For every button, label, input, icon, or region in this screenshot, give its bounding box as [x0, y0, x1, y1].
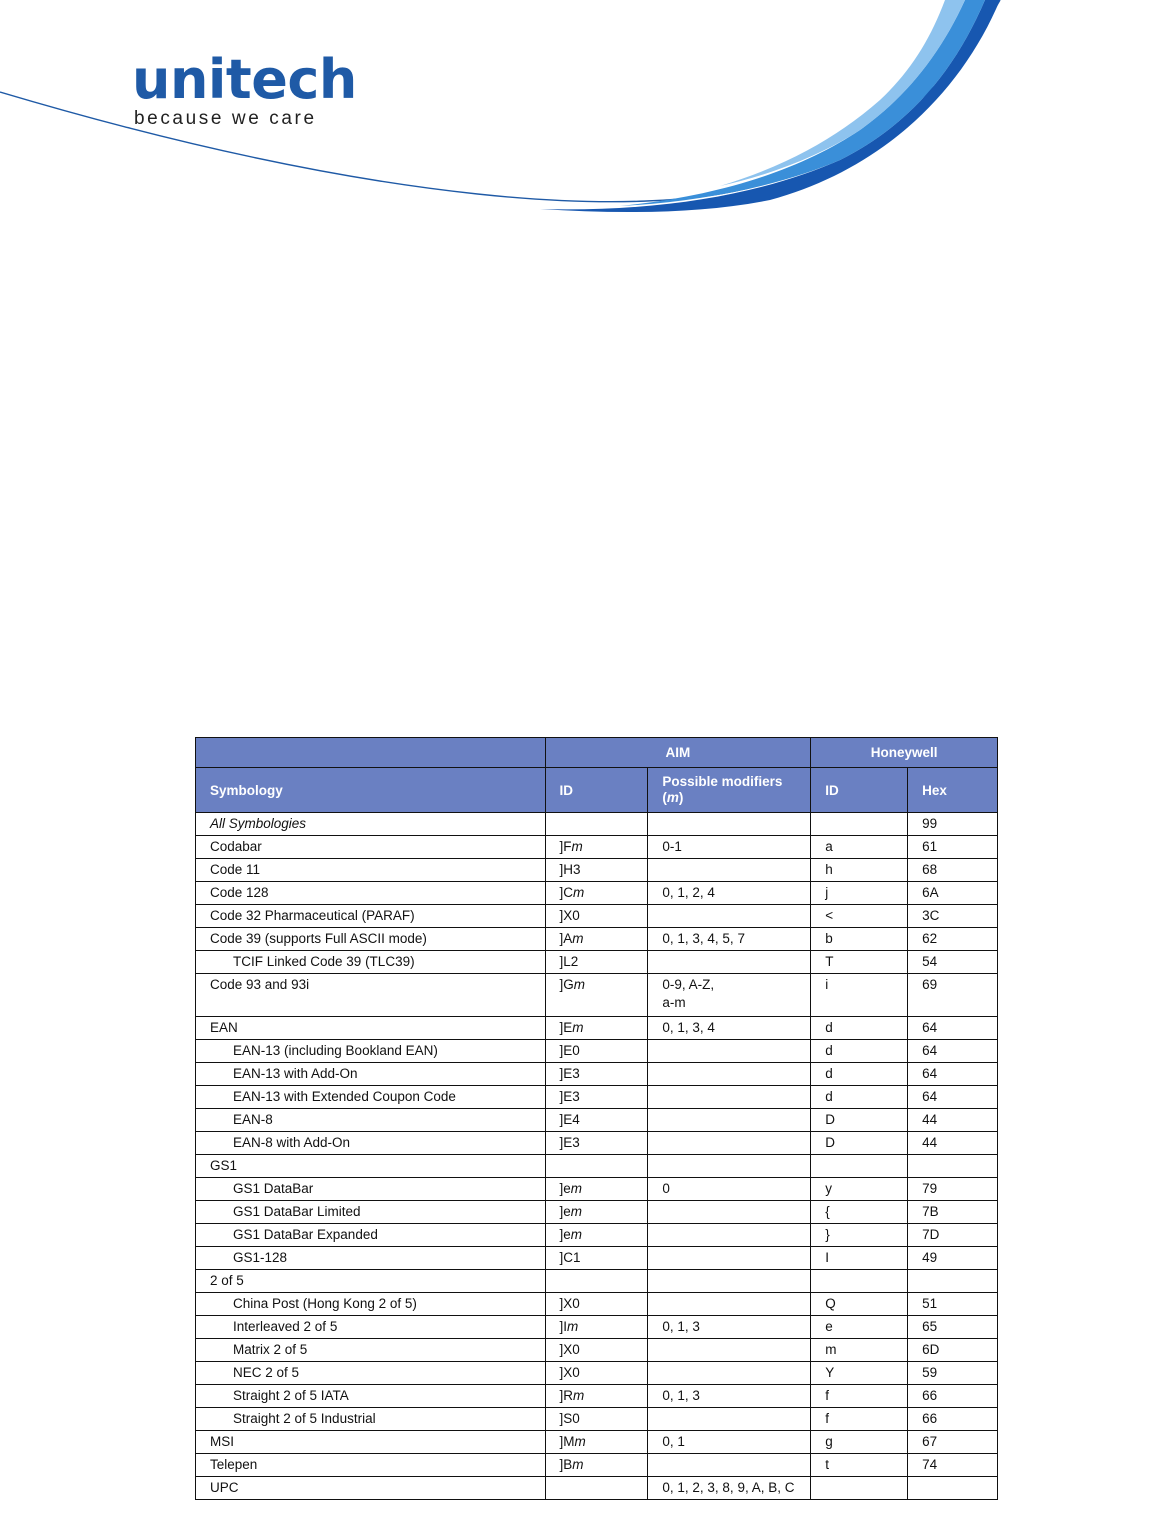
cell-aim-id — [545, 1063, 648, 1086]
cell-symbology: Code 11 — [196, 859, 546, 882]
cell-aim-id — [545, 1247, 648, 1270]
cell-hw-id: d — [811, 1086, 908, 1109]
aim-id-prefix: ]M — [559, 1434, 575, 1449]
modifiers-text: 0, 1, 3 — [662, 1388, 700, 1403]
cell-hex: 51 — [908, 1293, 998, 1316]
table-row — [196, 1063, 998, 1086]
table-row — [196, 1385, 998, 1408]
aim-id-prefix: ]X0 — [559, 908, 580, 923]
cell-hex: 79 — [908, 1178, 998, 1201]
cell-modifiers — [648, 1178, 811, 1201]
cell-symbology: Matrix 2 of 5 — [196, 1339, 546, 1362]
cell-symbology: EAN — [196, 1017, 546, 1040]
cell-hex: 65 — [908, 1316, 998, 1339]
aim-id-prefix: ]E4 — [559, 1112, 580, 1127]
table-row — [196, 1040, 998, 1063]
table-row — [196, 1339, 998, 1362]
table-row — [196, 813, 998, 836]
table-row — [196, 1086, 998, 1109]
cell-hex: 64 — [908, 1063, 998, 1086]
cell-aim-id — [545, 836, 648, 859]
cell-modifiers — [648, 1339, 811, 1362]
cell-hex: 68 — [908, 859, 998, 882]
cell-symbology: Code 32 Pharmaceutical (PARAF) — [196, 905, 546, 928]
cell-aim-id — [545, 859, 648, 882]
cell-hw-id: e — [811, 1316, 908, 1339]
cell-hex — [908, 1477, 998, 1500]
cell-hex: 74 — [908, 1454, 998, 1477]
cell-aim-id — [545, 1385, 648, 1408]
cell-modifiers — [648, 836, 811, 859]
cell-hw-id: g — [811, 1431, 908, 1454]
aim-id-modifier: m — [573, 977, 586, 992]
cell-modifiers — [648, 1155, 811, 1178]
cell-modifiers — [648, 974, 811, 1017]
cell-aim-id — [545, 951, 648, 974]
modifiers-text: 0 — [662, 1181, 670, 1196]
cell-modifiers — [648, 1454, 811, 1477]
cell-modifiers — [648, 1132, 811, 1155]
cell-hex: 69 — [908, 974, 998, 1017]
cell-aim-id — [545, 905, 648, 928]
table-row — [196, 951, 998, 974]
table-group-header-row — [196, 738, 998, 768]
unitech-logo — [132, 48, 357, 130]
cell-symbology: TCIF Linked Code 39 (TLC39) — [196, 951, 546, 974]
cell-hex: 6A — [908, 882, 998, 905]
cell-symbology: GS1 DataBar Expanded — [196, 1224, 546, 1247]
cell-hw-id: d — [811, 1017, 908, 1040]
cell-hw-id: a — [811, 836, 908, 859]
col-header-modifiers-text: Possible modifiers — [662, 774, 783, 789]
cell-symbology: Interleaved 2 of 5 — [196, 1316, 546, 1339]
cell-aim-id — [545, 1017, 648, 1040]
cell-hw-id: b — [811, 928, 908, 951]
aim-id-prefix: ]e — [559, 1181, 571, 1196]
cell-aim-id — [545, 813, 648, 836]
table-row — [196, 1431, 998, 1454]
cell-hw-id: Q — [811, 1293, 908, 1316]
cell-hex: 61 — [908, 836, 998, 859]
table-row — [196, 905, 998, 928]
cell-symbology: EAN-8 with Add-On — [196, 1132, 546, 1155]
aim-id-prefix: ]e — [559, 1227, 571, 1242]
aim-id-prefix: ]E3 — [559, 1089, 580, 1104]
table-row — [196, 1454, 998, 1477]
cell-hw-id: y — [811, 1178, 908, 1201]
cell-aim-id — [545, 1270, 648, 1293]
logo-tagline: because we care — [134, 108, 317, 129]
aim-id-modifier: m — [573, 885, 585, 900]
cell-hex: 6D — [908, 1339, 998, 1362]
table-row — [196, 1224, 998, 1247]
aim-id-modifier: m — [572, 1457, 584, 1472]
cell-hex: 44 — [908, 1109, 998, 1132]
cell-hw-id: d — [811, 1040, 908, 1063]
table-row — [196, 1132, 998, 1155]
cell-hex: 62 — [908, 928, 998, 951]
cell-symbology: EAN-8 — [196, 1109, 546, 1132]
cell-hex: 66 — [908, 1385, 998, 1408]
cell-symbology: NEC 2 of 5 — [196, 1362, 546, 1385]
cell-hex: 66 — [908, 1408, 998, 1431]
aim-id-prefix: ]F — [559, 839, 572, 854]
table-row — [196, 1155, 998, 1178]
cell-modifiers — [648, 1316, 811, 1339]
cell-symbology: GS1 DataBar Limited — [196, 1201, 546, 1224]
cell-hw-id: D — [811, 1109, 908, 1132]
cell-modifiers — [648, 1086, 811, 1109]
cell-hw-id: } — [811, 1224, 908, 1247]
cell-hw-id: i — [811, 974, 908, 1017]
table-row — [196, 974, 998, 1017]
table-row — [196, 1316, 998, 1339]
cell-modifiers — [648, 1201, 811, 1224]
modifiers-text: 0, 1 — [662, 1434, 685, 1449]
cell-symbology: All Symbologies — [196, 813, 546, 836]
cell-modifiers — [648, 1063, 811, 1086]
group-header-honeywell: Honeywell — [811, 738, 998, 768]
modifiers-text-line2: a-m — [662, 995, 686, 1010]
aim-id-prefix: ]A — [559, 931, 573, 946]
cell-aim-id — [545, 1178, 648, 1201]
aim-id-prefix: ]G — [559, 977, 574, 992]
cell-hex: 67 — [908, 1431, 998, 1454]
aim-id-prefix: ]B — [559, 1457, 573, 1472]
cell-hw-id: f — [811, 1408, 908, 1431]
col-header-modifiers: Possible modifiers (m) — [648, 768, 811, 813]
modifiers-text: 0, 1, 3 — [662, 1319, 700, 1334]
table-row — [196, 1408, 998, 1431]
aim-id-prefix: ]X0 — [559, 1365, 580, 1380]
cell-aim-id — [545, 1132, 648, 1155]
aim-id-prefix: ]S0 — [559, 1411, 580, 1426]
table-row — [196, 928, 998, 951]
cell-aim-id — [545, 1454, 648, 1477]
aim-id-prefix: ]E — [559, 1020, 573, 1035]
group-header-blank — [196, 738, 546, 768]
cell-hw-id: < — [811, 905, 908, 928]
cell-aim-id — [545, 1408, 648, 1431]
aim-id-prefix: ]e — [559, 1204, 571, 1219]
aim-id-prefix: ]E3 — [559, 1135, 580, 1150]
aim-id-modifier: m — [571, 839, 583, 854]
cell-hw-id: j — [811, 882, 908, 905]
cell-symbology: 2 of 5 — [196, 1270, 546, 1293]
cell-aim-id — [545, 1362, 648, 1385]
cell-hw-id: D — [811, 1132, 908, 1155]
cell-symbology: Straight 2 of 5 IATA — [196, 1385, 546, 1408]
aim-id-modifier: m — [570, 1227, 583, 1242]
cell-symbology: Codabar — [196, 836, 546, 859]
cell-modifiers — [648, 1270, 811, 1293]
table-row — [196, 1247, 998, 1270]
cell-hex: 54 — [908, 951, 998, 974]
cell-modifiers — [648, 1385, 811, 1408]
aim-id-prefix: ]C — [559, 885, 574, 900]
cell-hw-id — [811, 1155, 908, 1178]
cell-hex: 59 — [908, 1362, 998, 1385]
cell-symbology: Code 93 and 93i — [196, 974, 546, 1017]
table-column-header-row — [196, 768, 998, 813]
aim-id-modifier: m — [570, 1181, 583, 1196]
cell-hex: 49 — [908, 1247, 998, 1270]
cell-aim-id — [545, 1040, 648, 1063]
cell-aim-id — [545, 1431, 648, 1454]
cell-aim-id — [545, 974, 648, 1017]
group-header-aim: AIM — [545, 738, 811, 768]
cell-symbology: Code 39 (supports Full ASCII mode) — [196, 928, 546, 951]
cell-modifiers — [648, 951, 811, 974]
cell-modifiers — [648, 905, 811, 928]
cell-hw-id: { — [811, 1201, 908, 1224]
cell-aim-id — [545, 1477, 648, 1500]
table-row — [196, 859, 998, 882]
modifiers-text: 0, 1, 2, 3, 8, 9, A, B, C — [662, 1480, 795, 1495]
col-header-hw-id: ID — [811, 768, 908, 813]
cell-hex: 44 — [908, 1132, 998, 1155]
aim-id-prefix: ]L2 — [559, 954, 579, 969]
cell-hex — [908, 1270, 998, 1293]
cell-aim-id — [545, 882, 648, 905]
cell-modifiers — [648, 1431, 811, 1454]
cell-hex: 64 — [908, 1086, 998, 1109]
cell-aim-id — [545, 1293, 648, 1316]
cell-modifiers — [648, 1293, 811, 1316]
cell-hw-id: Y — [811, 1362, 908, 1385]
cell-symbology: EAN-13 with Extended Coupon Code — [196, 1086, 546, 1109]
aim-id-prefix: ]I — [559, 1319, 568, 1334]
modifiers-text: 0-1 — [662, 839, 682, 854]
cell-modifiers — [648, 1224, 811, 1247]
col-header-hex: Hex — [908, 768, 998, 813]
cell-aim-id — [545, 1316, 648, 1339]
cell-modifiers — [648, 1408, 811, 1431]
cell-hex: 7D — [908, 1224, 998, 1247]
modifiers-text: 0, 1, 2, 4 — [662, 885, 715, 900]
cell-modifiers — [648, 1040, 811, 1063]
cell-hex: 64 — [908, 1040, 998, 1063]
cell-aim-id — [545, 1155, 648, 1178]
cell-symbology: Straight 2 of 5 Industrial — [196, 1408, 546, 1431]
col-header-symbology: Symbology — [196, 768, 546, 813]
table-row — [196, 1017, 998, 1040]
cell-hw-id — [811, 1477, 908, 1500]
table-row — [196, 882, 998, 905]
aim-id-modifier: m — [574, 1434, 586, 1449]
cell-symbology: GS1-128 — [196, 1247, 546, 1270]
cell-modifiers — [648, 1109, 811, 1132]
aim-id-modifier: m — [573, 1388, 585, 1403]
table-row — [196, 1109, 998, 1132]
cell-aim-id — [545, 1224, 648, 1247]
cell-aim-id — [545, 1201, 648, 1224]
aim-id-modifier: m — [572, 1020, 584, 1035]
table-row — [196, 1178, 998, 1201]
col-header-modifiers-m: m — [666, 790, 679, 805]
table-row — [196, 1201, 998, 1224]
cell-hex: 99 — [908, 813, 998, 836]
modifiers-text: 0, 1, 3, 4 — [662, 1020, 715, 1035]
table-row — [196, 1270, 998, 1293]
cell-modifiers — [648, 813, 811, 836]
cell-aim-id — [545, 1086, 648, 1109]
cell-hw-id: t — [811, 1454, 908, 1477]
cell-hex: 7B — [908, 1201, 998, 1224]
aim-id-modifier: m — [570, 1204, 583, 1219]
cell-modifiers — [648, 1477, 811, 1500]
cell-hw-id: f — [811, 1385, 908, 1408]
cell-hw-id: m — [811, 1339, 908, 1362]
cell-modifiers — [648, 1247, 811, 1270]
cell-symbology: UPC — [196, 1477, 546, 1500]
cell-symbology: GS1 — [196, 1155, 546, 1178]
col-header-aim-id: ID — [545, 768, 648, 813]
table-row — [196, 836, 998, 859]
aim-id-prefix: ]C1 — [559, 1250, 581, 1265]
aim-id-modifier: m — [572, 931, 584, 946]
table-row — [196, 1477, 998, 1500]
cell-hw-id: d — [811, 1063, 908, 1086]
cell-symbology: Code 128 — [196, 882, 546, 905]
table-row — [196, 1293, 998, 1316]
cell-symbology: EAN-13 with Add-On — [196, 1063, 546, 1086]
aim-id-prefix: ]X0 — [559, 1296, 580, 1311]
aim-id-prefix: ]E3 — [559, 1066, 580, 1081]
cell-hw-id — [811, 1270, 908, 1293]
aim-id-prefix: ]H3 — [559, 862, 581, 877]
cell-symbology: EAN-13 (including Bookland EAN) — [196, 1040, 546, 1063]
cell-symbology: GS1 DataBar — [196, 1178, 546, 1201]
cell-symbology: China Post (Hong Kong 2 of 5) — [196, 1293, 546, 1316]
modifiers-text: 0-9, A-Z, — [662, 977, 715, 992]
table-row — [196, 1362, 998, 1385]
cell-modifiers — [648, 882, 811, 905]
cell-modifiers — [648, 1017, 811, 1040]
cell-aim-id — [545, 1109, 648, 1132]
logo-wordmark: unitech — [132, 48, 357, 111]
cell-aim-id — [545, 1339, 648, 1362]
symbology-id-table — [195, 737, 998, 1500]
cell-modifiers — [648, 859, 811, 882]
cell-hw-id — [811, 813, 908, 836]
cell-aim-id — [545, 928, 648, 951]
cell-symbology: Telepen — [196, 1454, 546, 1477]
aim-id-prefix: ]X0 — [559, 1342, 580, 1357]
cell-hw-id: h — [811, 859, 908, 882]
cell-modifiers — [648, 1362, 811, 1385]
cell-modifiers — [648, 928, 811, 951]
cell-hex: 64 — [908, 1017, 998, 1040]
cell-hex: 3C — [908, 905, 998, 928]
aim-id-prefix: ]E0 — [559, 1043, 580, 1058]
cell-hex — [908, 1155, 998, 1178]
aim-id-prefix: ]R — [559, 1388, 574, 1403]
cell-hw-id: I — [811, 1247, 908, 1270]
cell-symbology: MSI — [196, 1431, 546, 1454]
aim-id-modifier: m — [567, 1319, 579, 1334]
modifiers-text: 0, 1, 3, 4, 5, 7 — [662, 931, 745, 946]
cell-hw-id: T — [811, 951, 908, 974]
